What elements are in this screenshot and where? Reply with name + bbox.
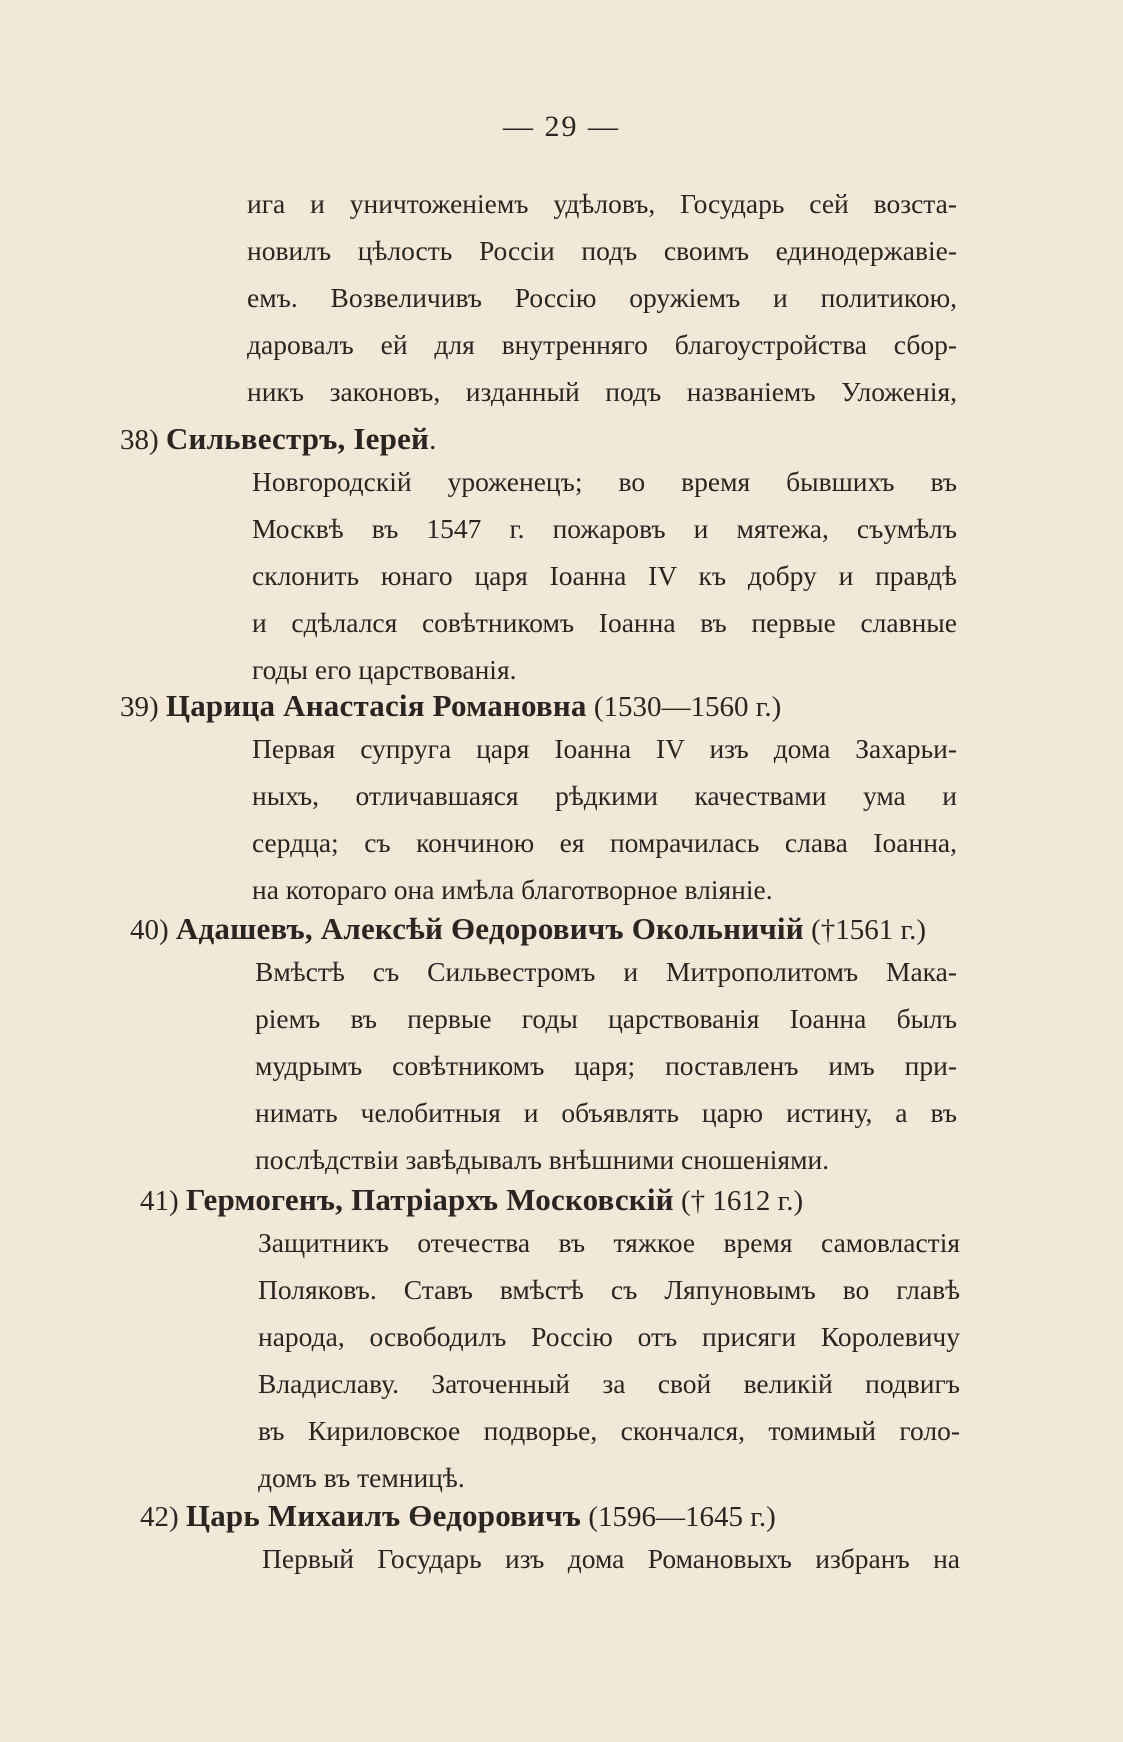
entry-text-line: народа, освободилъ Россію отъ присяги Королевичу (258, 1321, 960, 1352)
entry-text-line: и сдѣлался совѣтникомъ Іоанна въ первые славные (252, 607, 957, 638)
entry-dates: (1530—1560 г.) (593, 691, 782, 723)
entry-text-line: въ Кириловское подворье, скончался, томимый голо- (258, 1415, 960, 1446)
entry-text-line: мудрымъ совѣтникомъ царя; поставленъ имъ при- (255, 1050, 957, 1081)
entry-number: 40) (130, 914, 169, 946)
entry-text-line: Поляковъ. Ставъ вмѣстѣ съ Ляпуновымъ во главѣ (258, 1274, 960, 1305)
entry-text-line: ныхъ, отличавшаяся рѣдкими качествами ума и (252, 780, 957, 811)
entry-number: 38) (120, 424, 159, 456)
entry-text-line: годы его царствованія. (252, 654, 517, 685)
entry-text-line: нимать челобитныя и объявлять царю истину, а въ (255, 1097, 957, 1128)
entry-heading (140, 1500, 776, 1532)
intro-line: никъ законовъ, изданный подъ названіемъ Уложенія, (247, 376, 957, 407)
entry-name: Сильвестръ, Іерей (165, 421, 430, 456)
entry-name: Адашевъ, Алексѣй Өедоровичъ Окольничій (175, 911, 804, 946)
entry-heading (130, 913, 926, 945)
entry-text-line: ріемъ въ первые годы царствованія Іоанна былъ (255, 1003, 957, 1034)
entry-dates: (†1561 г.) (811, 914, 927, 946)
entry-number: 41) (140, 1185, 179, 1217)
intro-line: новилъ цѣлость Россіи подъ своимъ единодержавіе- (247, 235, 957, 266)
entry-heading (140, 1184, 803, 1216)
entry-text-line: Защитникъ отечества въ тяжкое время самовластія (258, 1227, 960, 1258)
entry-text-line: Первая супруга царя Іоанна IV изъ дома Захарьи- (252, 733, 957, 764)
entry-text-line: склонить юнаго царя Іоанна IV къ добру и правдѣ (252, 560, 957, 591)
entry-text-line: сердца; съ кончиною ея помрачилась слава Іоанна, (252, 827, 957, 858)
entry-dates: († 1612 г.) (681, 1185, 804, 1217)
entry-text-line: Новгородскій уроженецъ; во время бывшихъ въ (252, 466, 957, 497)
entry-text-line: Первый Государь изъ дома Романовыхъ избранъ на (262, 1543, 960, 1574)
entry-heading (120, 690, 781, 722)
entry-number: 42) (140, 1501, 179, 1533)
entry-text-line: на котораго она имѣла благотворное вліяніе. (252, 874, 773, 905)
entry-text-line: Вмѣстѣ съ Сильвестромъ и Митрополитомъ Мака- (255, 956, 957, 987)
page-number: — 29 — (503, 110, 620, 143)
intro-line: даровалъ ей для внутренняго благоустройства сбор- (247, 329, 957, 360)
entry-dates: . (429, 424, 437, 456)
entry-text-line: послѣдствіи завѣдывалъ внѣшними сношеніями. (255, 1144, 830, 1175)
intro-line: ига и уничтоженіемъ удѣловъ, Государь сей возста- (247, 188, 957, 219)
entry-name: Царица Анастасія Романовна (165, 688, 587, 723)
entry-heading (120, 423, 436, 455)
entry-dates: (1596—1645 г.) (588, 1501, 776, 1533)
entry-text-line: Владиславу. Заточенный за свой великій подвигъ (258, 1368, 960, 1399)
entry-name: Гермогенъ, Патріархъ Московскій (185, 1182, 674, 1217)
entry-number: 39) (120, 691, 159, 723)
intro-line: емъ. Возвеличивъ Россію оружіемъ и политикою, (247, 282, 957, 313)
entry-text-line: домъ въ темницѣ. (258, 1462, 465, 1493)
entry-name: Царь Михаилъ Өедоровичъ (185, 1498, 582, 1533)
entry-text-line: Москвѣ въ 1547 г. пожаровъ и мятежа, съумѣлъ (252, 513, 957, 544)
